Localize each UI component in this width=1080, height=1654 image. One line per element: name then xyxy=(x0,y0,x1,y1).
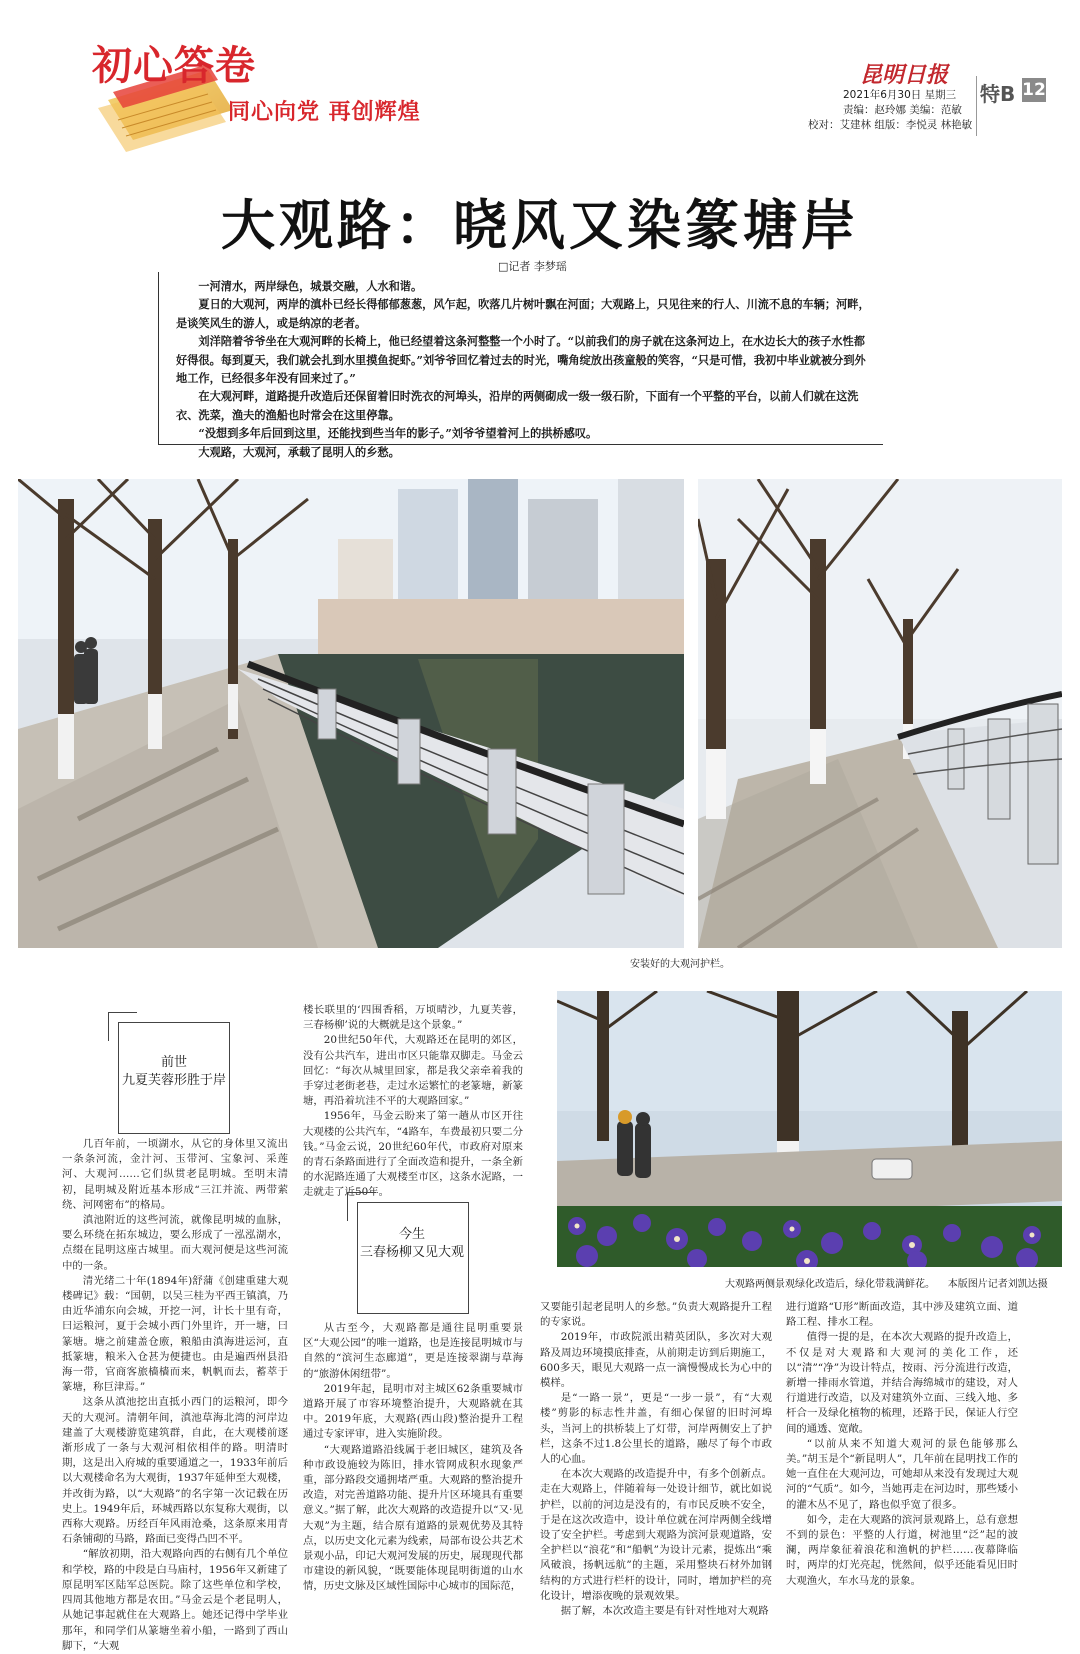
body-paragraph: 这条从滇池挖出直抵小西门的运粮河，即今天的大观河。清朝年间，滇池草海北湾的河岸边建盖了大观楼游览建筑群，自此，在大观楼前逐渐形成了一条与大观河相依相伴的路。明清时期，这是出入府城的重要通道之一，1933年前后以大观楼命名为大观街，1937年延伸至大观楼，并改街为路，以“大观路”的名字第一次记载在历史上。1949年后，环城西路以东复称大观街，以西称大观路。历经百年风雨沧桑，这条原来用青石条铺砌的马路，路面已变得凸凹不平。 xyxy=(62,1396,288,1546)
editors-credit: 责编：赵玲娜 美编：范敏 xyxy=(843,104,962,116)
body-column-1 xyxy=(62,1137,288,1654)
body-paragraph: 值得一提的是，在本次大观路的提升改造上，不仅是对大观路和大观河的美化工作，还以“清”“净”为设计特点，按雨、污分流进行改造，新增一排雨水管道，并结合海绵城市的建设，对人行道进行改造，以及对建筑外立面、三线入地、多杆合一及绿化植物的梳理，还路于民，保证人行空间的通透、宽敞。 xyxy=(786,1331,1018,1435)
intro-paragraph: 大观路，大观河，承载了昆明人的乡愁。 xyxy=(198,444,400,459)
slogan: 同心向党 再创辉煌 xyxy=(228,100,421,125)
photo-caption-flowers: 大观路两侧景观绿化改造后，绿化带栽满鲜花。 本版图片记者刘凯达摄 xyxy=(725,1279,1048,1290)
intro-paragraph: 刘洋陪着爷爷坐在大观河畔的长椅上，他已经望着这条河整整一个小时了。“以前我们的房子就在这条河边上，在水边长大的孩子水性都好得很。每到夏天，我们就会扎到水里摸鱼捉虾。”刘爷爷回忆着过去的时光，嘴角绽放出孩童般的笑容，“只是可惜，我初中毕业就被分到外地工作，已经很多年没有回来过了。” xyxy=(176,334,866,386)
body-paragraph: 2019年起，昆明市对主城区62条重要城市道路开展了市容环境整治提升，大观路就在其中。2019年底，大观路(西山段)整治提升工程通过专家评审，进入实施阶段。 xyxy=(303,1382,523,1441)
section-heading-past xyxy=(84,1054,264,1090)
section-heading-frame-present-corner xyxy=(347,1192,376,1221)
body-paragraph: 据了解，本次改造主要是有针对性地对大观路 xyxy=(560,1605,769,1618)
body-paragraph: “解放初期，沿大观路向西的右侧有几个单位和学校，路的中段是白马庙村，1956年又新建了原昆明军区陆军总医院。除了这些单位和学校，四周其他地方都是农田。”马金云是个老昆明人，从她记事起就住在大观路上。她还记得中学毕业那年，和同学们从篆塘坐着小船，一路到了西山脚下，“大观 xyxy=(62,1548,288,1652)
headline: 大观路：晓风又染篆塘岸 xyxy=(221,194,859,257)
section-heading-past-line2: 九夏芙蓉形胜于岸 xyxy=(121,1073,226,1088)
issue-date: 2021年6月30日 星期三 xyxy=(843,89,957,101)
column-logo-text: 初心答卷 xyxy=(92,43,256,89)
proof-credit: 校对：艾建林 组版：李悦灵 林艳敏 xyxy=(808,119,973,131)
body-paragraph: 如今，走在大观路的滨河景观路上，总有意想不到的景色：平整的人行道，树池里“泛”起的波澜，两岸象征着浪花和渔帆的护栏……夜幕降临时，两岸的灯光亮起，恍然间，似乎还能看见旧时大观渔火，车水马龙的景象。 xyxy=(786,1513,1018,1587)
body-paragraph: 1956年，马金云盼来了第一趟从市区开往大观楼的公共汽车，“4路车，车费最初只要二分钱。”马金云说，20世纪60年代，市政府对原来的青石条路面进行了全面改造和提升，一条全新的水泥路连通了大观楼至市区，这条水泥路，一走就走了近50年。 xyxy=(303,1110,523,1199)
body-paragraph: 楼长联里的‘四围香稻，万顷晴沙，九夏芙蓉，三春杨柳’说的大概就是这个景象。” xyxy=(303,1004,523,1032)
intro-paragraph: “没想到多年后回到这里，还能找到些当年的影子。”刘爷爷望着河上的拱桥感叹。 xyxy=(198,426,598,441)
intro-paragraph: 在大观河畔，道路提升改造后还保留着旧时洗衣的河埠头，沿岸的两侧砌成一级一级石阶，下面有一个平整的平台，以前人们就在这洗衣、洗菜，渔夫的渔船也时常会在这里停靠。 xyxy=(176,389,859,422)
photo-flower-bed xyxy=(557,991,1062,1267)
section-heading-frame-past-corner xyxy=(108,1012,137,1041)
photo-walkway-vertical xyxy=(698,479,1062,948)
intro-text xyxy=(176,277,876,461)
photo-caption-railing: 安装好的大观河护栏。 xyxy=(630,959,730,970)
body-paragraph: “大观路道路沿线属于老旧城区，建筑及各种市政设施较为陈旧，排水管网成积水现象严重，部分路段交通拥堵严重。大观路的整治提升改造，对完善道路功能、提升片区环境具有重要意义。”据了解，此次大观路的改造提升以“又·见大观”为主题，结合原有道路的景观优势及其特点，以历史文化元素为线索，局部布设公共艺术景观小品，印记大观河发展的历史，展现现代都市建设的新风貌，“既要能体现昆明街道的山水情，历史文脉及区域性国际中心城市的国际范， xyxy=(303,1443,523,1593)
intro-paragraph: 一河清水，两岸绿色，城景交融，人水和谐。 xyxy=(198,279,423,293)
section-label: 特B xyxy=(980,82,1016,106)
body-column-3 xyxy=(303,1321,523,1595)
section-heading-present xyxy=(322,1226,502,1262)
body-paragraph: 进行道路“U形”断面改造，其中涉及建筑立面、道路工程、排水工程。 xyxy=(786,1301,1018,1329)
header-divider xyxy=(976,76,977,136)
body-paragraph: 又要能引起老昆明人的乡愁。”负责大观路提升工程的专家说。 xyxy=(540,1301,772,1329)
body-column-4 xyxy=(540,1300,772,1619)
body-column-2 xyxy=(303,1003,523,1201)
body-paragraph: 20世纪50年代，大观路还在昆明的郊区，没有公共汽车，进出市区只能靠双脚走。马金云回忆：“每次从城里回家，都是我父亲牵着我的手穿过老街老巷，走过水运繁忙的老篆塘，新篆塘，再沿着坑洼不平的大观路回家。” xyxy=(303,1034,523,1108)
body-paragraph: 是“一路一景”，更是“一步一景”，有“大观楼”剪影的标志性井盖，有细心保留的旧时河埠头，当河上的拱桥装上了灯带，河岸两侧安上了护栏，这条不过1.8公里长的道路，融尽了每个市政人的心血。 xyxy=(540,1392,772,1466)
body-paragraph: 2019年，市政院派出精英团队，多次对大观路及周边环境摸底排查，从前期走访到后期施工，600多天，眼见大观路一点一滴慢慢成长为心中的模样。 xyxy=(540,1331,772,1390)
body-paragraph: 几百年前，一顷湖水，从它的身体里又流出一条条河流，金汁河、玉带河、宝象河、采莲河、大观河……它们纵贯老昆明城。至明末清初，昆明城及附近基本形成“三江并流、两带萦绕、河网密布”的格局。 xyxy=(62,1138,288,1211)
body-column-5 xyxy=(786,1300,1018,1589)
photo-river-railing-wide xyxy=(18,479,684,948)
newspaper-masthead: 昆明日报 xyxy=(860,62,949,88)
body-paragraph: 在本次大观路的改造提升中，有多个创新点。走在大观路上，伴随着每一处设计细节，就比如说护栏，以前的河边是没有的，有市民反映不安全，于是在这次改造中，设计单位就在河岸两侧全线增设了安全护栏。考虑到大观路为滨河景观道路，安全护栏以“浪花”和“船帆”为设计元素，提炼出“乘风破浪，扬帆远航”的主题，采用整块石材外加钢结构的方式进行栏杆的设计，同时，增加护栏的亮化设计，增添夜晚的景观效果。 xyxy=(540,1468,772,1602)
section-heading-present-line1: 今生 xyxy=(398,1227,425,1242)
byline: □记者 李梦瑶 xyxy=(498,260,567,273)
body-paragraph: 清光绪二十年(1894年)舒蒲《创建重建大观楼碑记》载：“国朝，以吴三桂为平西王镇滇，乃由近华浦东向会城，开挖一河，计长十里有奇，曰运粮河，夏于会城小西门外里许，开一塘，曰篆塘。塘之前建盖仓廒，粮船由滇海进运河，直抵篆塘，粮米入仓甚为便捷也。由是遍西州县沿海一带，官商客旅樯樯而来，帆帆而去，蓄萃于篆塘，称巨津焉。” xyxy=(62,1274,288,1394)
page-number: 12 xyxy=(1022,80,1046,100)
section-heading-present-line2: 三春杨柳又见大观 xyxy=(359,1245,464,1260)
section-heading-past-line1: 前世 xyxy=(160,1055,187,1070)
body-paragraph: 滇池附近的这些河流，就像昆明城的血脉，要么环绕在拓东城边，要么形成了一泓泓湖水，点缀在昆明这座古城里。而大观河便是这些河流中的一条。 xyxy=(62,1214,288,1272)
intro-paragraph: 夏日的大观河，两岸的滇朴已经长得郁郁葱葱，风乍起，吹落几片树叶飘在河面；大观路上，只见往来的行人、川流不息的车辆；河畔，是谈笑风生的游人，或是纳凉的老者。 xyxy=(176,297,870,330)
body-paragraph: “以前从来不知道大观河的景色能够那么美。”胡玉是个“新昆明人”，几年前在昆明找工作的她一直住在大观河边，可她却从来没有发现过大观河的“气质”。如今，当她再走在河边时，那些矮小的灌木丛不见了，路也似乎宽了很多。 xyxy=(786,1437,1018,1511)
body-paragraph: 从古至今，大观路都是通往昆明重要景区“大观公园”的唯一道路，也是连接昆明城市与自然的“滨河生态廊道”，更是连接翠湖与草海的“旅游休闲纽带”。 xyxy=(303,1322,523,1380)
